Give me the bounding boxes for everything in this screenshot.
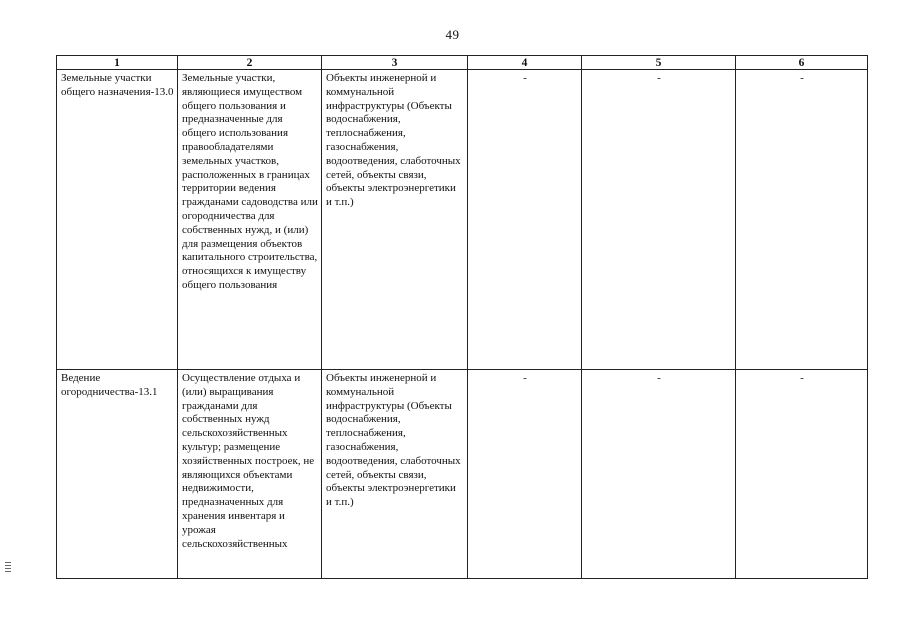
land-use-description-cell: Осуществление отдыха и (или) выращивания гражданами для собственных нужд сельскохозяйственных культур; размещение хозяйственных построек, не являющихся объектами недвижимости, предназначенных для хранения инвентаря и урожая сельскохозяйственных [178,370,322,579]
table-header-row [57,56,868,70]
permitted-objects-cell: Объекты инженерной и коммунальной инфраструктуры (Объекты водоснабжения, теплоснабжения, газоснабжения, водоотведения, слаботочных сетей, объекты связи, объекты электроэнергетики и т.п.) [322,70,468,370]
land-use-type-cell: Ведение огородничества-13.1 [57,370,178,579]
column-4-cell: - [468,70,582,370]
land-use-type-cell: Земельные участки общего назначения-13.0 [57,70,178,370]
land-use-description-cell: Земельные участки, являющиеся имуществом общего пользования и предназначенные для общего использования правообладателями земельных участков, расположенных в границах территории ведения гражданами садоводства или огородничества для собственных нужд, и (или) для размещения объектов капитального строительства, относящихся к имуществу общего пользования [178,70,322,370]
page-number: 49 [445,27,460,42]
table-row [57,370,868,579]
permitted-objects-cell: Объекты инженерной и коммунальной инфраструктуры (Объекты водоснабжения, теплоснабжения, газоснабжения, водоотведения, слаботочных сетей, объекты связи, объекты электроэнергетики и т.п.) [322,370,468,579]
column-4-cell: - [468,370,582,579]
column-header-4: 4 [468,56,582,70]
column-5-cell: - [582,370,736,579]
column-header-3: 3 [322,56,468,70]
column-6-cell: - [736,370,868,579]
scan-margin-mark [5,562,11,574]
table-row [57,70,868,370]
land-use-table [56,55,868,579]
column-header-2: 2 [178,56,322,70]
column-header-6: 6 [736,56,868,70]
column-header-5: 5 [582,56,736,70]
column-6-cell: - [736,70,868,370]
column-5-cell: - [582,70,736,370]
column-header-1: 1 [57,56,178,70]
